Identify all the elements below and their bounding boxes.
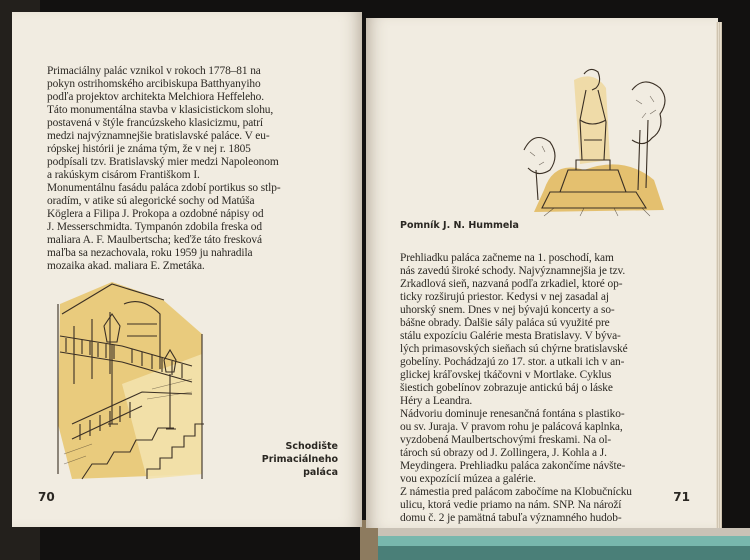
text-line: vou expozícií múzea a galérie.: [400, 473, 536, 485]
text-line: Héry a Leandra.: [400, 395, 473, 407]
left-page: [12, 12, 362, 527]
text-line: pokyn ostrihomského arcibiskupa Batthyanyiho: [47, 78, 261, 90]
page-number-left: 70: [38, 490, 55, 504]
text-line: a rakúskym cisárom Františkom I.: [47, 169, 200, 181]
right-page-paragraph: [400, 252, 705, 525]
page-edges: [716, 22, 722, 528]
text-line: šiestich gobelínov zobrazuje antickú báj o láske: [400, 382, 613, 394]
text-line: Monumentálnu fasádu paláca zdobí portikus so stĺp-: [47, 182, 281, 194]
left-page-paragraph: [47, 65, 327, 273]
text-line: podpísali tzv. Bratislavský mier medzi Napoleonom: [47, 156, 279, 168]
page-number-right: 71: [673, 490, 690, 504]
text-line: medzi najvýznamnejšie bratislavské paláce. V eu-: [47, 130, 270, 142]
text-line: podľa projektov architekta Melchiora Heffeleho.: [47, 91, 265, 103]
text-line: bášne obrady. Ďalšie sály paláca sú využité pre: [400, 317, 610, 329]
text-line: Meydingera. Prehliadku paláca zakončíme návšte-: [400, 460, 626, 472]
text-line: domu č. 2 je pamätná tabuľa významného hudob-: [400, 512, 622, 524]
text-line: Köglera a Filipa J. Prokopa a ozdobné nápisy od: [47, 208, 264, 220]
text-line: Primaciálny palác vznikol v rokoch 1778–81 na: [47, 65, 261, 77]
right-page: [366, 18, 718, 528]
text-line: oradím, v atike sú alegorické sochy od Matúša: [47, 195, 255, 207]
text-line: glickej kráľovskej tkáčovni v Mortlake. Cyklus: [400, 369, 612, 381]
text-line: Nádvoriu dominuje renesančná fontána s plastiko-: [400, 408, 625, 420]
text-line: Zrkadlová sieň, nazvaná podľa zrkadiel, ktoré op-: [400, 278, 623, 290]
text-line: Prehliadku paláca začneme na 1. poschodí, kam: [400, 252, 614, 264]
text-line: tároch sú obrazy od J. Zollingera, J. Kohla a J.: [400, 447, 607, 459]
caption-line: paláca: [303, 467, 338, 478]
text-line: gobelíny. Pochádzajú zo 17. stor. a utkali ich v an-: [400, 356, 625, 368]
book-cover-bottom: [378, 528, 750, 560]
text-line: nás zavedú široké schody. Najvýznamnejšia je tzv.: [400, 265, 626, 277]
text-line: postavená v štýle francúzskeho klasicizmu, patrí: [47, 117, 263, 129]
text-line: Táto monumentálna stavba v klasicistickom slohu,: [47, 104, 274, 116]
caption-line: Primaciálneho: [261, 454, 338, 465]
text-line: maľba sa nezachovala, roku 1959 ju nahradila: [47, 247, 253, 259]
text-line: Z námestia pred palácom zabočíme na Klobučnícku: [400, 486, 632, 498]
text-line: ulicu, ktorá vedie priamo na nám. SNP. Na nároží: [400, 499, 622, 511]
text-line: uhorský snem. Dnes v nej bývajú koncerty a so-: [400, 304, 615, 316]
staircase-illustration: [52, 274, 222, 489]
caption-line: Schodište: [285, 441, 338, 452]
text-line: J. Messerschmidta. Tympanón zdobila freska od: [47, 221, 262, 233]
text-line: vyzdobená Maulbertschovými freskami. Na ol-: [400, 434, 612, 446]
statue-caption: Pomník J. N. Hummela: [400, 220, 519, 231]
text-line: lých primasovských sieňach sú chýrne bratislavské: [400, 343, 628, 355]
text-line: stálu expozíciu Galérie mesta Bratislavy. V býva-: [400, 330, 621, 342]
text-line: maliara A. F. Maulbertscha; keďže táto fresková: [47, 234, 262, 246]
text-line: ticky rozširujú priestor. Kedysi v nej zasadal aj: [400, 291, 609, 303]
statue-illustration: [514, 60, 674, 220]
staircase-caption: [262, 440, 338, 479]
text-line: rópskej histórii je známa tým, že v nej r. 1805: [47, 143, 251, 155]
text-line: ou sv. Juraja. V pravom rohu je palácová kaplnka,: [400, 421, 623, 433]
text-line: mozaika akad. maliara E. Zmetáka.: [47, 260, 205, 272]
